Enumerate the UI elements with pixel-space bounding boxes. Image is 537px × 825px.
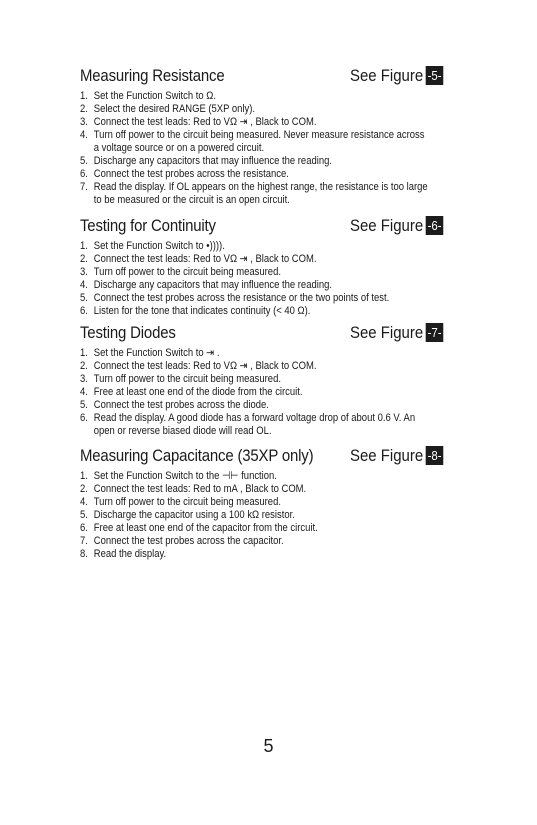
section-title: Testing for Continuity: [80, 216, 216, 235]
section-title: Testing Diodes: [80, 323, 176, 342]
section-measuring-capacitance: [80, 446, 480, 561]
figure-number-badge: -8-: [427, 448, 442, 463]
list-item: 2. Connect the test leads: Red to VΩ ⇥ , Black to COM.: [80, 253, 317, 265]
list-item: 2. Select the desired RANGE (5XP only).: [80, 103, 256, 115]
steps-list: [80, 347, 480, 438]
figure-reference: [350, 323, 443, 343]
list-item: 1. Set the Function Switch to the ⊣⊢ function.: [80, 470, 277, 482]
steps-list: [80, 470, 480, 561]
list-item: 6. Connect the test probes across the resistance.: [80, 168, 289, 180]
figure-label: See Figure: [350, 66, 424, 85]
section-header: [80, 66, 480, 88]
figure-number-badge: -6-: [427, 218, 442, 233]
section-header: [80, 446, 480, 468]
section-testing-diodes: [80, 323, 480, 438]
section-title: Measuring Resistance: [80, 66, 225, 85]
page-number: 5: [263, 736, 274, 756]
list-item: 7. Read the display. If OL appears on the highest range, the resistance is too large to be measured or the circuit is an open circuit.: [80, 181, 428, 206]
list-item: 1. Set the Function Switch to Ω.: [80, 90, 216, 102]
list-item: 6. Read the display. A good diode has a forward voltage drop of about 0.6 V. An open or reverse biased diode will read OL.: [80, 412, 416, 437]
list-item: 4. Free at least one end of the diode from the circuit.: [80, 386, 303, 398]
figure-label: See Figure: [350, 446, 424, 465]
list-item: 1. Set the Function Switch to •)))).: [80, 240, 225, 252]
section-header: [80, 323, 480, 345]
list-item: 4. Discharge any capacitors that may influence the reading.: [80, 279, 332, 291]
list-item: 3. Turn off power to the circuit being measured.: [80, 373, 281, 385]
figure-number-badge: -5-: [427, 68, 442, 83]
figure-label: See Figure: [350, 323, 424, 342]
section-measuring-resistance: [80, 66, 480, 207]
figure-reference: [350, 446, 443, 466]
list-item: 6. Listen for the tone that indicates continuity (< 40 Ω).: [80, 305, 311, 317]
list-item: 8. Read the display.: [80, 548, 167, 560]
list-item: 5. Connect the test probes across the diode.: [80, 399, 269, 411]
list-item: 2. Connect the test leads: Red to VΩ ⇥ , Black to COM.: [80, 360, 317, 372]
list-item: 1. Set the Function Switch to ⇥ .: [80, 347, 220, 359]
list-item: 3. Connect the test leads: Red to VΩ ⇥ , Black to COM.: [80, 116, 317, 128]
list-item: 6. Free at least one end of the capacitor from the circuit.: [80, 522, 318, 534]
steps-list: [80, 90, 480, 207]
section-testing-continuity: [80, 216, 480, 318]
figure-reference: [350, 216, 443, 236]
list-item: 4. Turn off power to the circuit being measured.: [80, 496, 281, 508]
section-title: Measuring Capacitance (35XP only): [80, 446, 314, 465]
list-item: 2. Connect the test leads: Red to mA , Black to COM.: [80, 483, 307, 495]
list-item: 7. Connect the test probes across the capacitor.: [80, 535, 284, 547]
figure-label: See Figure: [350, 216, 424, 235]
figure-reference: [350, 66, 443, 86]
list-item: 5. Discharge the capacitor using a 100 kΩ resistor.: [80, 509, 295, 521]
list-item: 4. Turn off power to the circuit being measured. Never measure resistance across a voltage source or on a powered circuit.: [80, 129, 425, 154]
figure-number-badge: -7-: [427, 325, 442, 340]
list-item: 3. Turn off power to the circuit being measured.: [80, 266, 281, 278]
section-header: [80, 216, 480, 238]
list-item: 5. Discharge any capacitors that may influence the reading.: [80, 155, 332, 167]
list-item: 5. Connect the test probes across the resistance or the two points of test.: [80, 292, 390, 304]
steps-list: [80, 240, 480, 318]
